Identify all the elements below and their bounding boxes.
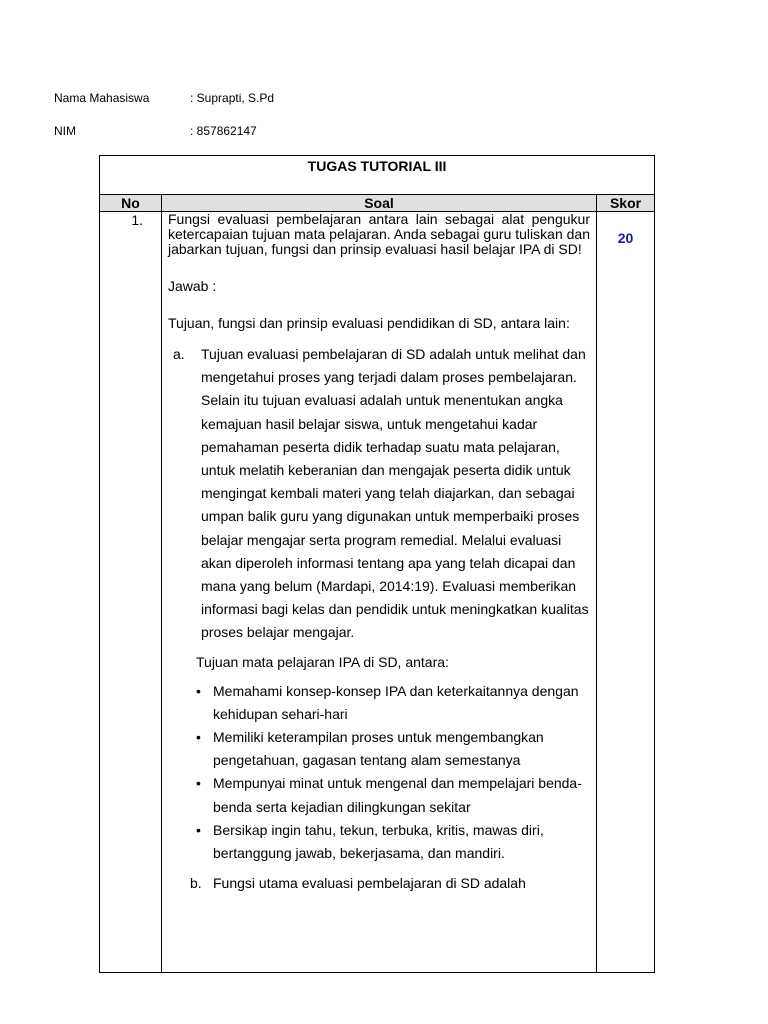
table-title: TUGAS TUTORIAL III	[100, 156, 655, 195]
nim-label: NIM	[54, 124, 76, 138]
item-a-marker: a.	[173, 346, 185, 362]
answer-item-b	[168, 873, 590, 893]
list-item: • Mempunyai minat untuk mengenal dan mempelajari benda-benda serta kejadian dilingkungan sekitar	[196, 772, 590, 818]
answer-label: Jawab :	[168, 278, 217, 294]
bullet-icon: •	[196, 682, 201, 699]
table-header-row	[100, 195, 655, 212]
table-row	[100, 212, 655, 973]
col-no-header: No	[100, 195, 162, 212]
bullet-icon: •	[196, 729, 201, 746]
col-skor-header: Skor	[597, 195, 655, 212]
assignment-table	[99, 155, 655, 973]
answer-item-a	[168, 343, 590, 645]
answer-intro: Tujuan, fungsi dan prinsip evaluasi pendidikan di SD, antara lain:	[168, 315, 570, 331]
list-item: • Memahami konsep-konsep IPA dan keterkaitannya dengan kehidupan sehari-hari	[196, 680, 590, 726]
row-number: 1.	[100, 212, 162, 973]
student-name-label: Nama Mahasiswa	[54, 91, 150, 105]
list-item: • Memiliki keterampilan proses untuk mengembangkan pengetahuan, gagasan tentang alam semestanya	[196, 726, 590, 772]
nim-value: : 857862147	[190, 124, 257, 138]
item-b-text: Fungsi utama evaluasi pembelajaran di SD adalah	[213, 875, 526, 892]
ipa-goals-list	[168, 680, 590, 866]
item-b-marker: b.	[190, 875, 202, 892]
bullet-icon: •	[196, 775, 201, 792]
item-a-text: Tujuan evaluasi pembelajaran di SD adalah untuk melihat dan mengetahui proses yang terjadi dalam proses pembelajaran. Selain itu tujuan evaluasi adalah untuk menentukan angka kemajuan hasil belajar siswa, untuk mengetahui kadar pemahaman peserta didik terhadap suatu mata pelajaran, untuk melatih keberanian dan mengajak peserta didik untuk mengingat kembali materi yang telah diajarkan, dan sebagai umpan balik guru yang digunakan untuk memperbaiki proses belajar mengajar serta program remedial. Melalui evaluasi akan diperoleh informasi tentang apa yang telah dicapai dan mana yang belum (Mardapi, 2014:19). Evaluasi memberikan informasi bagi kelas dan pendidik untuk meningkatkan kualitas proses belajar mengajar.	[201, 346, 589, 641]
list-item: • Bersikap ingin tahu, tekun, terbuka, kritis, mawas diri, bertanggung jawab, bekerjasama, dan mandiri.	[196, 819, 590, 865]
question-text: Fungsi evaluasi pembelajaran antara lain sebagai alat pengukur ketercapaian tujuan mata pelajaran. Anda sebagai guru tuliskan dan jabarkan tujuan, fungsi dan prinsip evaluasi hasil belajar IPA di SD!	[168, 211, 590, 257]
student-name-value: : Suprapti, S.Pd	[190, 91, 275, 105]
score-value: 20	[597, 212, 655, 973]
col-soal-header: Soal	[162, 195, 597, 212]
bullet-icon: •	[196, 821, 201, 838]
soal-cell	[162, 212, 597, 973]
ipa-goals-heading: Tujuan mata pelajaran IPA di SD, antara:	[196, 653, 449, 670]
